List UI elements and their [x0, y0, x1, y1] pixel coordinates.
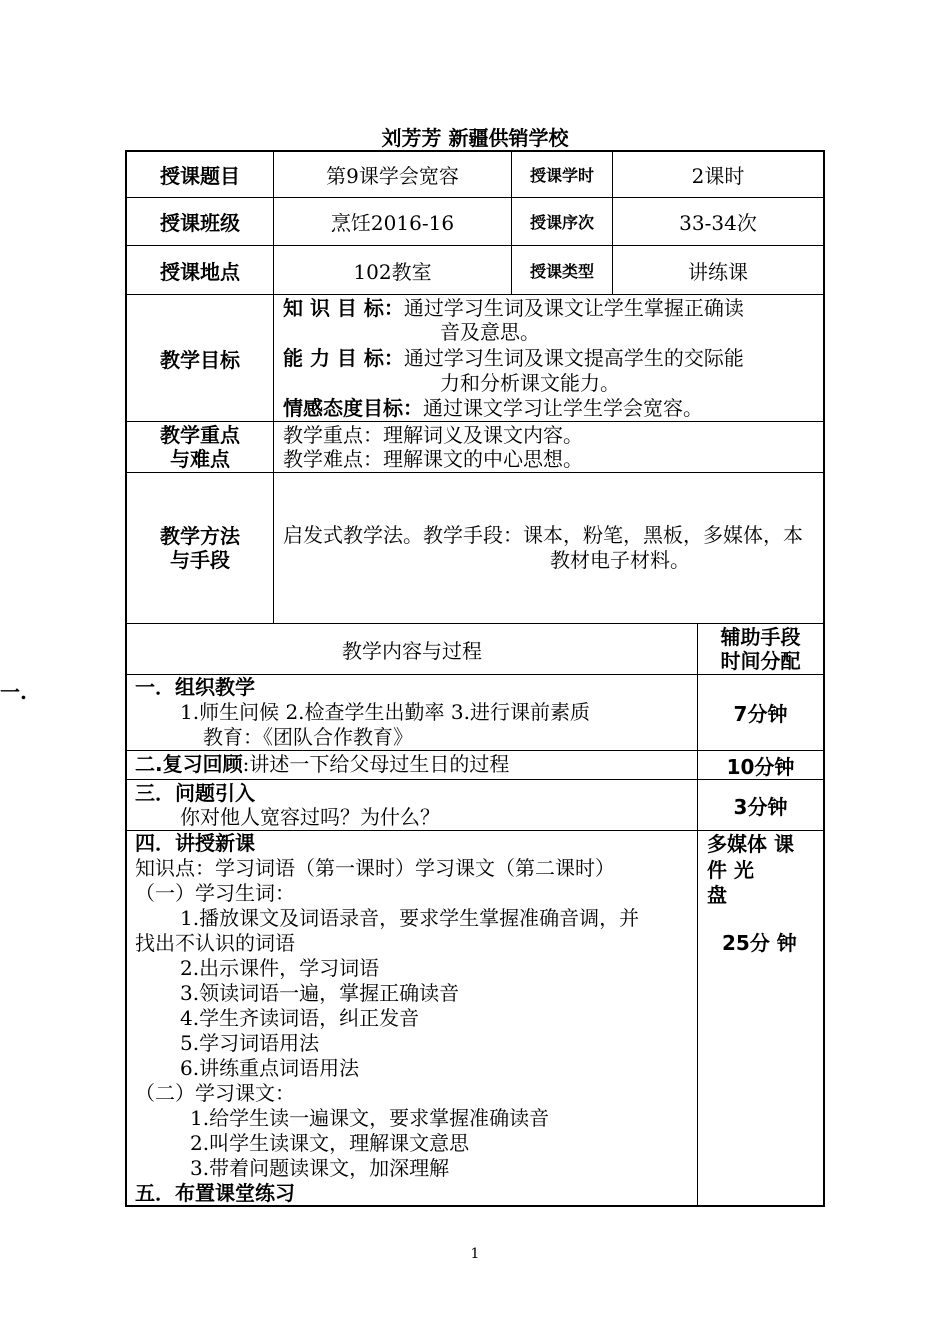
ability-objective [283, 346, 744, 371]
lesson-line: 6.讲练重点词语用法 [180, 1056, 360, 1080]
location-value: 102教室 [353, 259, 432, 284]
class-label: 授课班级 [160, 211, 240, 235]
ability-objective-text: 通过学习生词及课文提高学生的交际能 [403, 346, 744, 370]
aux-header-line1: 辅助手段 [720, 625, 801, 649]
methods-label [127, 473, 273, 623]
knowledge-objective-continuation: 音及意思。 [440, 320, 540, 344]
lesson-line: 3.领读词语一遍，掌握正确读音 [180, 981, 460, 1005]
methods-text-continuation: 教材电子材料。 [550, 548, 690, 572]
subject-value: 第9课学会宽容 [326, 164, 459, 188]
section-new-lesson-title: 四．讲授新课 [135, 831, 255, 855]
lesson-line: 5.学习词语用法 [180, 1031, 320, 1055]
aux-header-line2: 时间分配 [720, 649, 801, 673]
subject-label: 授课题目 [160, 164, 240, 188]
knowledge-objective-label: 知 识 目 标： [283, 296, 404, 320]
process-header: 教学内容与过程 [342, 638, 482, 663]
attitude-objective-label: 情感态度目标： [283, 396, 423, 420]
lesson-line: 知识点：学习词语（第一课时）学习课文（第二课时） [135, 856, 615, 880]
section-intro-time: 3分钟 [733, 794, 788, 819]
section-new-lesson-time: 25分 钟 [722, 931, 797, 955]
lesson-line: 1.给学生读一遍课文，要求掌握准确读音 [190, 1106, 550, 1130]
aux-means-line2: 件 光 [707, 858, 754, 882]
key-points-label-line2: 与难点 [170, 447, 230, 471]
methods-label-line1: 教学方法 [160, 524, 240, 548]
sequence-label: 授课序次 [529, 213, 594, 232]
type-value: 讲练课 [688, 259, 748, 284]
margin-mark: 一. [0, 680, 27, 704]
section-intro-question: 你对他人宽容过吗？为什么？ [180, 805, 440, 829]
objectives-label: 教学目标 [160, 347, 240, 372]
aux-means-line1: 多媒体 课 [707, 832, 794, 856]
knowledge-objective-text: 通过学习生词及课文让学生掌握正确读 [403, 296, 744, 320]
section-organize-education: 教育：《团队合作教育》 [203, 725, 413, 749]
aux-header [698, 624, 823, 674]
ability-objective-label: 能 力 目 标： [283, 346, 404, 370]
location-label: 授课地点 [160, 259, 240, 284]
section-review-title: 二.复习回顾 [135, 752, 243, 776]
lesson-line: 找出不认识的词语 [135, 931, 295, 955]
key-points-label-line1: 教学重点 [160, 423, 240, 447]
lesson-line: 1.播放课文及词语录音，要求学生掌握准确音调，并 [180, 906, 640, 930]
lesson-line: 2.出示课件，学习词语 [180, 956, 380, 980]
teaching-difficulty: 教学难点：理解课文的中心思想。 [283, 447, 583, 471]
lesson-line: （一）学习生词： [135, 881, 295, 905]
section-review-text: :讲述一下给父母过生日的过程 [242, 752, 510, 776]
section-intro-title: 三．问题引入 [135, 781, 255, 805]
attitude-objective [283, 396, 703, 421]
hours-label: 授课学时 [529, 166, 594, 185]
lesson-line: （二）学习课文： [135, 1081, 295, 1105]
section-organize-steps: 1.师生问候 2.检查学生出勤率 3.进行课前素质 [180, 700, 590, 724]
lesson-line: 3.带着问题读课文，加深理解 [190, 1156, 450, 1180]
methods-label-line2: 与手段 [170, 548, 230, 572]
key-points-label [127, 422, 273, 472]
section-review-time: 10分钟 [726, 754, 795, 779]
type-label: 授课类型 [529, 261, 594, 281]
class-value: 烹饪2016-16 [330, 211, 455, 235]
section-practice-title: 五．布置课堂练习 [135, 1181, 295, 1205]
methods-text: 启发式教学法。教学手段：课本，粉笔，黑板，多媒体，本 [283, 523, 803, 547]
lesson-line: 2.叫学生读课文，理解课文意思 [190, 1131, 470, 1155]
section-organize-title: 一．组织教学 [135, 675, 255, 699]
page-title: 刘芳芳 新疆供销学校 [381, 126, 569, 150]
page-number: 1 [470, 1246, 480, 1262]
section-review [135, 752, 509, 777]
sequence-value: 33-34次 [679, 211, 757, 235]
section-organize-time: 7分钟 [733, 702, 788, 726]
aux-means-line3: 盘 [707, 883, 727, 907]
lesson-line: 4.学生齐读词语，纠正发音 [180, 1006, 420, 1030]
ability-objective-continuation: 力和分析课文能力。 [440, 371, 620, 395]
teaching-focus: 教学重点：理解词义及课文内容。 [283, 423, 583, 447]
knowledge-objective [283, 296, 744, 321]
hours-value: 2课时 [691, 164, 745, 188]
attitude-objective-text: 通过课文学习让学生学会宽容。 [423, 396, 703, 420]
